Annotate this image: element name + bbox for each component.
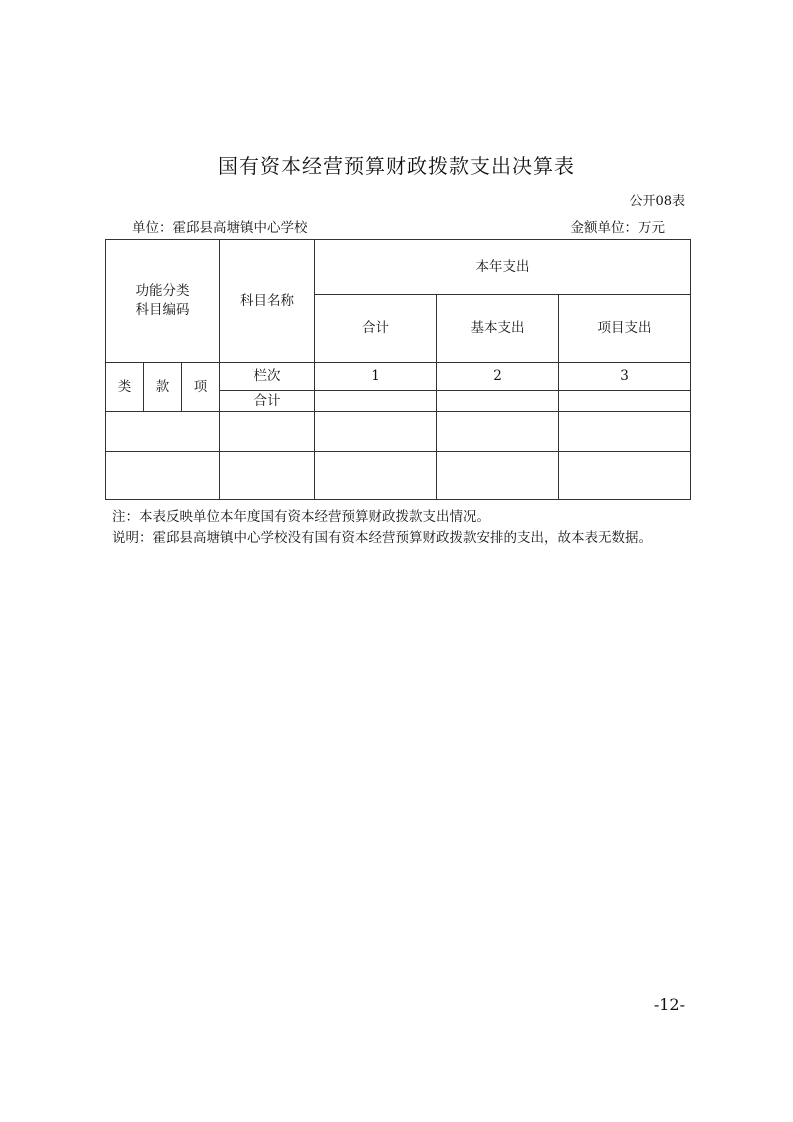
func-class-line1: 功能分类 — [135, 283, 190, 300]
empty-project-cell — [559, 412, 691, 452]
column-order-row — [106, 363, 691, 391]
table-row — [106, 412, 691, 452]
sum-project-cell — [559, 391, 691, 412]
table-row — [106, 452, 691, 500]
subject-name-header: 科目名称 — [220, 240, 315, 363]
empty-total-cell — [315, 412, 437, 452]
page-number: -12- — [653, 995, 685, 1014]
unit-label: 单位：霍邱县高塘镇中心学校 — [132, 220, 308, 236]
sum-basic-cell — [437, 391, 559, 412]
xiang-header: 项 — [182, 363, 220, 412]
total-header: 合计 — [315, 295, 437, 363]
empty-subject-cell — [220, 412, 315, 452]
header-row-1 — [106, 240, 691, 295]
empty-basic-cell — [437, 452, 559, 500]
column-number-2: 2 — [437, 363, 559, 391]
table-note: 注：本表反映单位本年度国有资本经营预算财政拨款支出情况。 — [112, 509, 490, 525]
column-order-label: 栏次 — [220, 363, 315, 391]
column-number-1: 1 — [315, 363, 437, 391]
basic-expense-header: 基本支出 — [437, 295, 559, 363]
lei-header: 类 — [106, 363, 144, 412]
year-expense-header: 本年支出 — [315, 240, 691, 295]
form-number: 公开08表 — [629, 194, 685, 209]
empty-total-cell — [315, 452, 437, 500]
explanation-note: 说明：霍邱县高塘镇中心学校没有国有资本经营预算财政拨款安排的支出，故本表无数据。 — [112, 530, 652, 546]
func-class-line2: 科目编码 — [135, 302, 190, 318]
empty-project-cell — [559, 452, 691, 500]
empty-code-cell — [106, 452, 220, 500]
page-title: 国有资本经营预算财政拨款支出决算表 — [218, 154, 575, 178]
column-number-3: 3 — [559, 363, 691, 391]
sum-label: 合计 — [220, 391, 315, 412]
project-expense-header: 项目支出 — [559, 295, 691, 363]
expense-table — [105, 239, 691, 500]
amount-unit-label: 金额单位：万元 — [570, 220, 665, 236]
func-class-header — [106, 240, 220, 363]
empty-subject-cell — [220, 452, 315, 500]
empty-basic-cell — [437, 412, 559, 452]
sum-total-cell — [315, 391, 437, 412]
kuan-header: 款 — [144, 363, 182, 412]
empty-code-cell — [106, 412, 220, 452]
